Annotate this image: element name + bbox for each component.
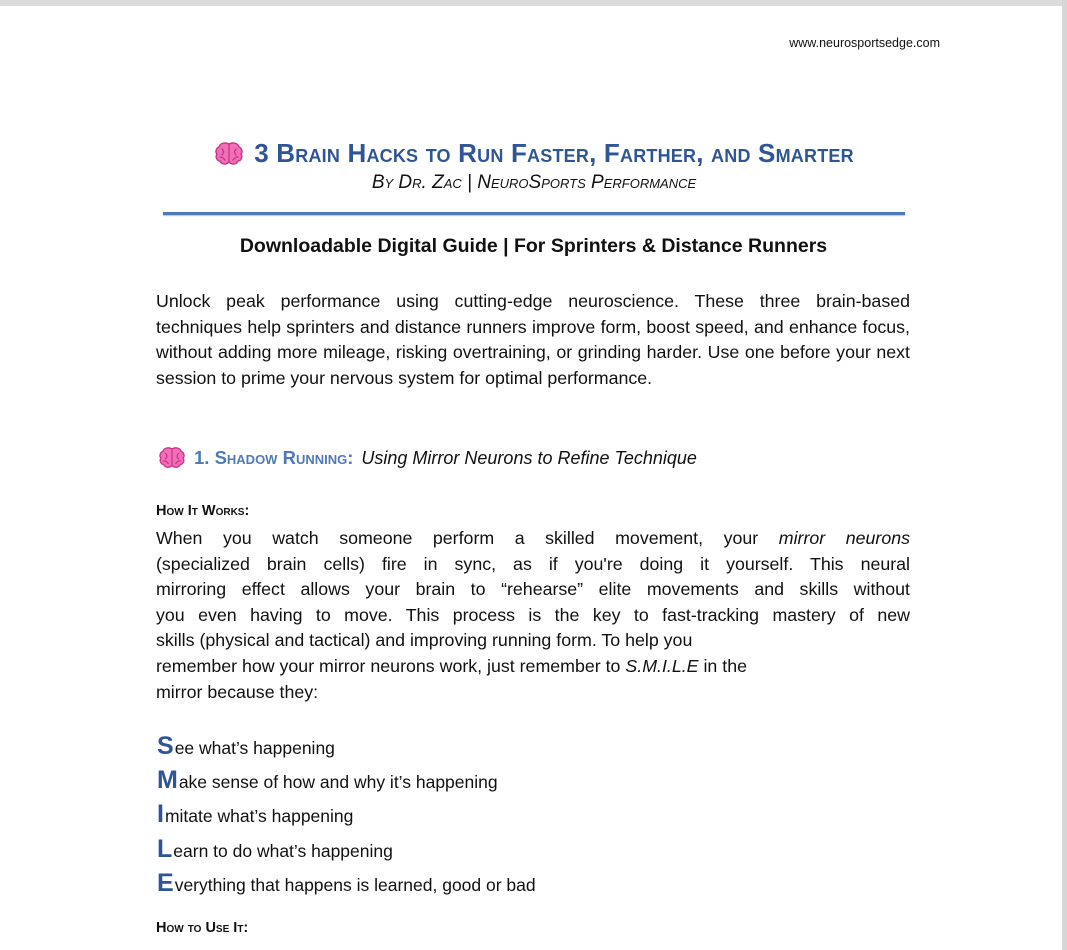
text-line: you even having to move. This process is the key to fast-tracking mastery of new	[156, 604, 910, 625]
list-item: Make sense of how and why it’s happening	[157, 766, 498, 795]
list-item: Imitate what’s happening	[157, 800, 354, 829]
text-line: skills (physical and tactical) and improving running form. To help you	[156, 630, 693, 651]
page-title	[163, 138, 905, 169]
text-line: (specialized brain cells) fire in sync, as if you're doing it yourself. This neural	[156, 553, 910, 574]
section-1-subtitle: Using Mirror Neurons to Refine Technique	[361, 447, 697, 468]
brain-icon	[214, 141, 244, 167]
title-divider	[163, 212, 905, 215]
how-to-use-label: How to Use It:	[156, 920, 249, 936]
scrollbar[interactable]	[1062, 0, 1067, 950]
section-1-heading	[158, 446, 697, 470]
how-it-works-text	[156, 526, 910, 705]
list-item: See what’s happening	[157, 732, 335, 760]
how-it-works-label: How It Works:	[156, 503, 250, 519]
byline: By Dr. Zac | NeuroSports Performance	[371, 172, 697, 193]
title-block	[163, 138, 905, 194]
intro-paragraph: Unlock peak performance using cutting-edge neuroscience. These three brain-based techniques help sprinters and distance runners improve form, boost speed, and enhance focus, without adding more mileage, risking overtraining, or grinding harder. Use one before your next session to prime your nervous system for optimal performance.	[156, 291, 910, 388]
header-url[interactable]: www.neurosportsedge.com	[789, 36, 940, 50]
text-line: remember how your mirror neurons work, just remember to S.M.I.L.E in the	[156, 655, 747, 676]
text-line: mirroring effect allows your brain to “rehearse” elite movements and skills without	[156, 579, 910, 600]
text-line: When you watch someone perform a skilled movement, your mirror neurons	[156, 528, 911, 548]
list-item: Everything that happens is learned, good or bad	[157, 868, 536, 897]
brain-icon	[158, 446, 186, 470]
section-1-title: 1. Shadow Running:	[194, 447, 354, 468]
document-page	[0, 6, 1062, 950]
list-item: Learn to do what’s happening	[157, 834, 393, 863]
smile-list	[157, 732, 536, 903]
page-title-text: 3 Brain Hacks to Run Faster, Farther, and Smarter	[254, 138, 854, 168]
text-line: mirror because they:	[156, 681, 319, 702]
guide-subtitle: Downloadable Digital Guide | For Sprinters & Distance Runners	[239, 235, 828, 257]
